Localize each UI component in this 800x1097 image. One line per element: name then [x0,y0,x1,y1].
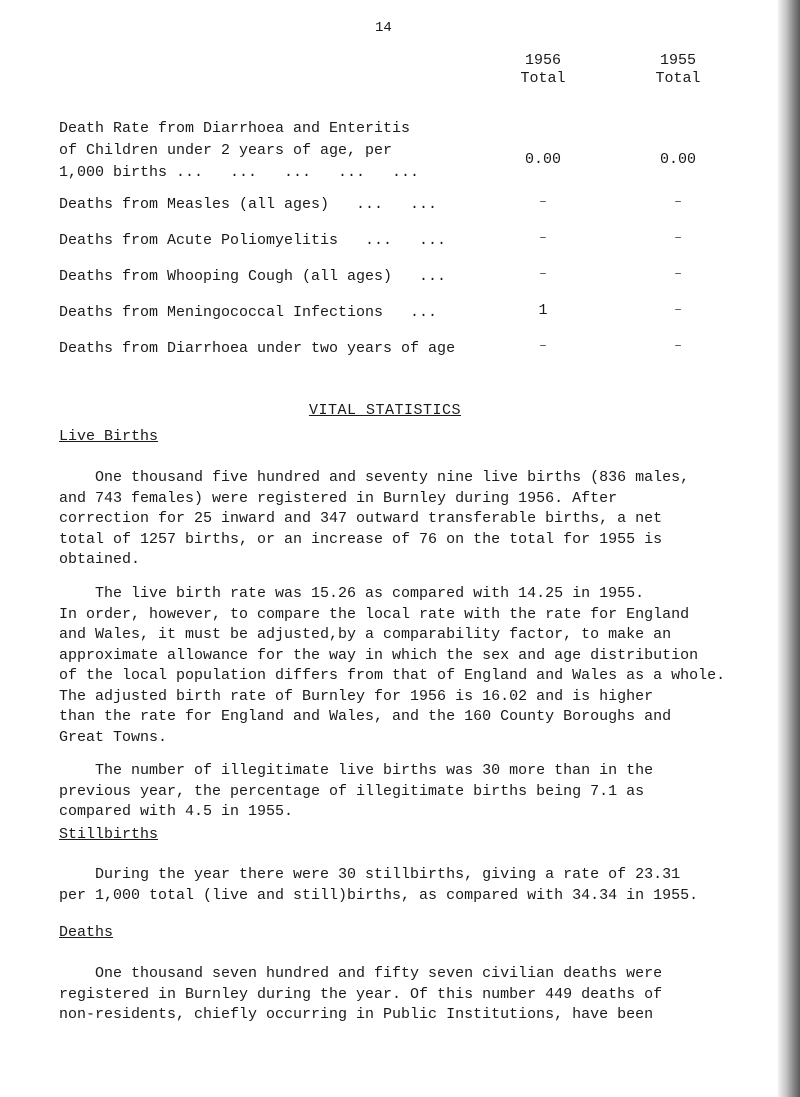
page-edge-shadow [778,0,800,1097]
deaths-heading: Deaths [59,924,114,941]
row-label-poliomyelitis: Deaths from Acute Poliomyelitis ... ... [59,232,447,249]
page-number: 14 [375,20,392,36]
row-value-1956: – [539,338,547,353]
row-label-diarrhoea-rate: Death Rate from Diarrhoea and Enteritis of Children under 2 years of age, per 1,000 births ... ... ... ... ... [59,120,420,181]
stillbirths-paragraph: During the year there were 30 stillbirths, giving a rate of 23.31 per 1,000 total (live and still)births, as compared with 34.34 in 1955. [59,866,699,904]
column-year: 1956 [524,52,561,69]
column-header-1956 [488,52,598,88]
live-births-paragraph-1: One thousand five hundred and seventy nine live births (836 males, and 743 females) were registered in Burnley during 1956. After correction for 25 inward and 347 outward transferable births, a net total of 1257 births, or an increase of 76 on the total for 1955 is obtained. [59,469,690,568]
row-value-1956: – [539,230,547,245]
row-value-1955: 0.00 [659,151,696,168]
column-label: Total [655,70,701,87]
row-label-diarrhoea-deaths: Deaths from Diarrhoea under two years of age [59,340,456,357]
row-value-1956: 0.00 [524,151,561,168]
live-births-paragraph-2: The live birth rate was 15.26 as compared with 14.25 in 1955. In order, however, to compare the local rate with the rate for England and Wales, it must be adjusted,by a comparability factor, to make an approximate allowance for the way in which the sex and age distribution of the local population differs from that of England and Wales as a whole. The adjusted birth rate of Burnley for 1956 is 16.02 and is higher than the rate for England and Wales, and the 160 County Boroughs and Great Towns. [59,585,726,746]
row-value-1955: – [674,230,682,245]
deaths-paragraph: One thousand seven hundred and fifty seven civilian deaths were registered in Burnley during the year. Of this number 449 deaths of non-residents, chiefly occurring in Public Institutions, have been [59,965,663,1023]
row-label-measles: Deaths from Measles (all ages) ... ... [59,196,438,213]
row-label-whooping-cough: Deaths from Whooping Cough (all ages) ... [59,268,447,285]
row-value-1955: – [674,302,682,317]
row-label-meningococcal: Deaths from Meningococcal Infections ... [59,304,438,321]
section-title: VITAL STATISTICS [308,402,462,419]
live-births-paragraph-3: The number of illegitimate live births was 30 more than in the previous year, the percentage of illegitimate births being 7.1 as compared with 4.5 in 1955. [59,762,654,820]
row-value-1956: 1 [538,302,548,319]
column-label: Total [520,70,566,87]
column-header-1955 [623,52,733,88]
row-value-1955: – [674,194,682,209]
row-value-1956: – [539,194,547,209]
row-value-1955: – [674,338,682,353]
row-value-1955: – [674,266,682,281]
stillbirths-heading: Stillbirths [59,826,159,843]
live-births-heading: Live Births [59,428,159,445]
row-value-1956: – [539,266,547,281]
column-year: 1955 [659,52,696,69]
